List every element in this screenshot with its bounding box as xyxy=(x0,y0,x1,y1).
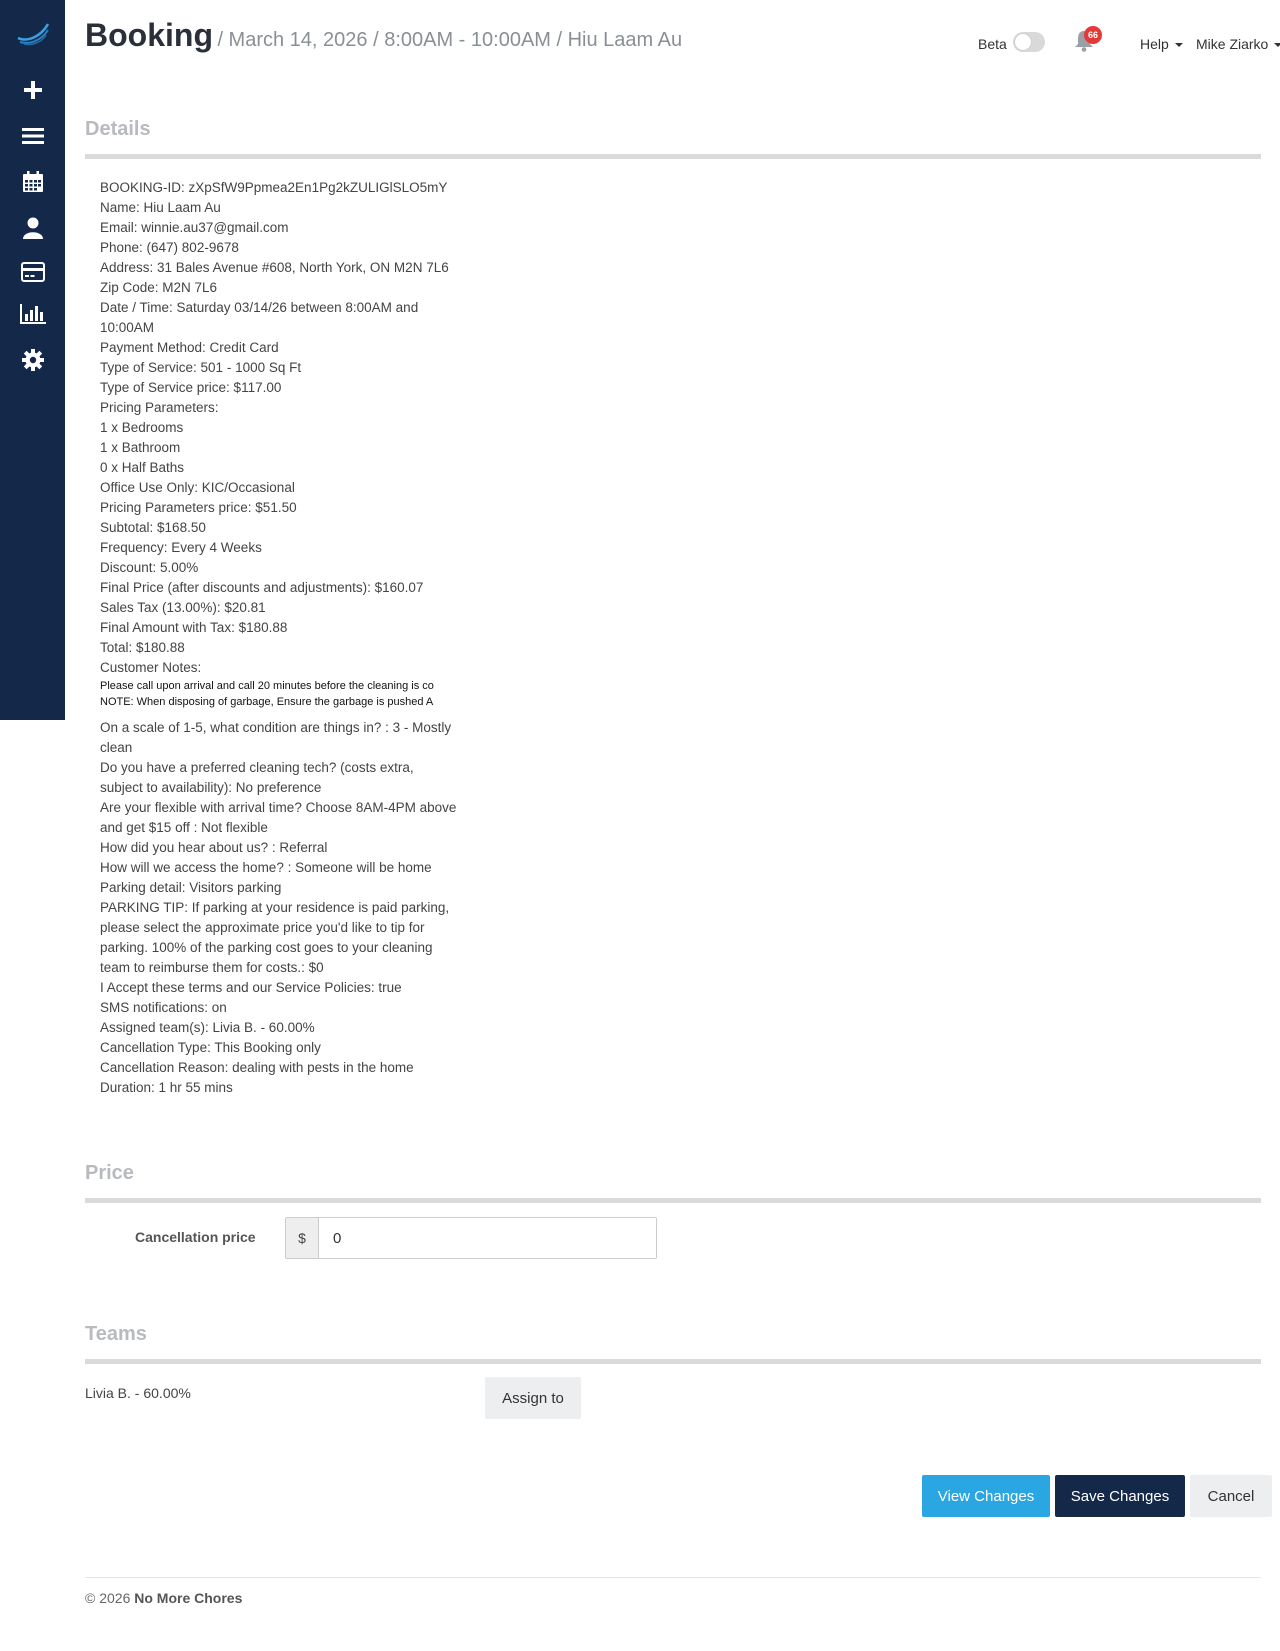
page-title xyxy=(85,18,685,59)
beta-label: Beta xyxy=(978,36,1007,52)
detail-line: Office Use Only: KIC/Occasional xyxy=(100,480,295,495)
detail-line: Date / Time: Saturday 03/14/26 between 8:00AM and 10:00AM xyxy=(100,300,419,335)
booking-details xyxy=(100,178,460,1098)
price-divider xyxy=(85,1198,1261,1203)
gear-icon[interactable] xyxy=(0,342,65,378)
page-title-main: Booking xyxy=(85,17,213,53)
save-changes-button[interactable]: Save Changes xyxy=(1055,1475,1185,1517)
detail-line: Email: winnie.au37@gmail.com xyxy=(100,220,289,235)
details-divider xyxy=(85,154,1261,159)
detail-line: Pricing Parameters: xyxy=(100,400,219,415)
detail-line: Assigned team(s): Livia B. - 60.00% xyxy=(100,1020,315,1035)
detail-line: Sales Tax (13.00%): $20.81 xyxy=(100,600,266,615)
detail-line: Name: Hiu Laam Au xyxy=(100,200,221,215)
detail-line: Are your flexible with arrival time? Choose 8AM-4PM above and get $15 off : Not flexible xyxy=(100,800,457,835)
details-extra-lines xyxy=(100,718,460,1098)
detail-line: Total: $180.88 xyxy=(100,640,185,655)
detail-line: Parking detail: Visitors parking xyxy=(100,880,282,895)
detail-line: On a scale of 1-5, what condition are things in? : 3 - Mostly clean xyxy=(100,720,452,755)
view-changes-button[interactable]: View Changes xyxy=(922,1475,1050,1517)
detail-line: Duration: 1 hr 55 mins xyxy=(100,1080,233,1095)
sidebar xyxy=(0,0,65,720)
detail-line: Phone: (647) 802-9678 xyxy=(100,240,239,255)
top-bar xyxy=(978,30,1278,58)
detail-line: Type of Service price: $117.00 xyxy=(100,380,282,395)
detail-line: Address: 31 Bales Avenue #608, North York, ON M2N 7L6 xyxy=(100,260,449,275)
cancellation-price-label: Cancellation price xyxy=(135,1229,256,1245)
assigned-team: Livia B. - 60.00% xyxy=(85,1385,191,1401)
detail-line: Customer Notes: xyxy=(100,660,202,675)
detail-line: Cancellation Reason: dealing with pests in the home xyxy=(100,1060,414,1075)
detail-line: Zip Code: M2N 7L6 xyxy=(100,280,218,295)
detail-line: How will we access the home? : Someone will be home xyxy=(100,860,432,875)
detail-line: I Accept these terms and our Service Policies: true xyxy=(100,980,402,995)
detail-line: Subtotal: $168.50 xyxy=(100,520,206,535)
detail-line: 1 x Bathroom xyxy=(100,440,181,455)
detail-line: Frequency: Every 4 Weeks xyxy=(100,540,262,555)
chevron-down-icon xyxy=(1175,43,1183,47)
user-menu[interactable] xyxy=(1196,36,1280,52)
credit-card-icon[interactable] xyxy=(0,254,65,290)
menu-icon[interactable] xyxy=(0,118,65,154)
detail-line: PARKING TIP: If parking at your residence is paid parking, please select the approximate price you'd like to tip for parking. 100% of the parking cost goes to your cleaning team to reimburse them for costs.: $0 xyxy=(100,900,450,975)
company-name: No More Chores xyxy=(134,1590,243,1606)
detail-line: Type of Service: 501 - 1000 Sq Ft xyxy=(100,360,302,375)
customer-notes xyxy=(100,678,460,710)
detail-line: Pricing Parameters price: $51.50 xyxy=(100,500,297,515)
footer xyxy=(85,1590,242,1606)
detail-line: BOOKING-ID: zXpSfW9Ppmea2En1Pg2kZULIGlSLO5mY xyxy=(100,180,448,195)
beta-toggle[interactable] xyxy=(1013,32,1045,52)
cancellation-price-group xyxy=(285,1217,657,1259)
chevron-down-icon xyxy=(1274,43,1280,47)
help-label: Help xyxy=(1140,36,1169,52)
details-lines xyxy=(100,178,460,678)
calendar-icon[interactable] xyxy=(0,164,65,200)
bar-chart-icon[interactable] xyxy=(0,296,65,332)
cancel-button[interactable]: Cancel xyxy=(1190,1475,1272,1517)
swoosh-logo-icon[interactable] xyxy=(0,14,65,50)
teams-divider xyxy=(85,1359,1261,1364)
detail-line: Please call upon arrival and call 20 minutes before the cleaning is co xyxy=(100,680,434,692)
assign-to-button[interactable]: Assign to xyxy=(485,1377,581,1419)
detail-line: Cancellation Type: This Booking only xyxy=(100,1040,321,1055)
price-section-title: Price xyxy=(85,1162,134,1184)
page-title-subtitle: / March 14, 2026 / 8:00AM - 10:00AM / Hiu Laam Au xyxy=(217,29,683,51)
currency-addon: $ xyxy=(286,1218,319,1258)
user-icon[interactable] xyxy=(0,210,65,246)
footer-divider xyxy=(85,1577,1261,1578)
detail-line: SMS notifications: on xyxy=(100,1000,227,1015)
copyright-text: © 2026 xyxy=(85,1590,131,1606)
notification-badge: 66 xyxy=(1084,26,1102,44)
detail-line: NOTE: When disposing of garbage, Ensure the garbage is pushed A xyxy=(100,696,434,708)
detail-line: Final Amount with Tax: $180.88 xyxy=(100,620,288,635)
detail-line: 1 x Bedrooms xyxy=(100,420,184,435)
teams-section-title: Teams xyxy=(85,1323,147,1345)
cancellation-price-input[interactable] xyxy=(319,1218,656,1258)
detail-line: Final Price (after discounts and adjustments): $160.07 xyxy=(100,580,424,595)
detail-line: How did you hear about us? : Referral xyxy=(100,840,328,855)
details-section-title: Details xyxy=(85,118,151,140)
help-menu[interactable] xyxy=(1140,36,1183,52)
detail-line: Payment Method: Credit Card xyxy=(100,340,279,355)
detail-line: Do you have a preferred cleaning tech? (costs extra, subject to availability): No preference xyxy=(100,760,414,795)
detail-line: Discount: 5.00% xyxy=(100,560,199,575)
user-name: Mike Ziarko xyxy=(1196,36,1269,52)
plus-icon[interactable] xyxy=(0,72,65,108)
detail-line: 0 x Half Baths xyxy=(100,460,185,475)
